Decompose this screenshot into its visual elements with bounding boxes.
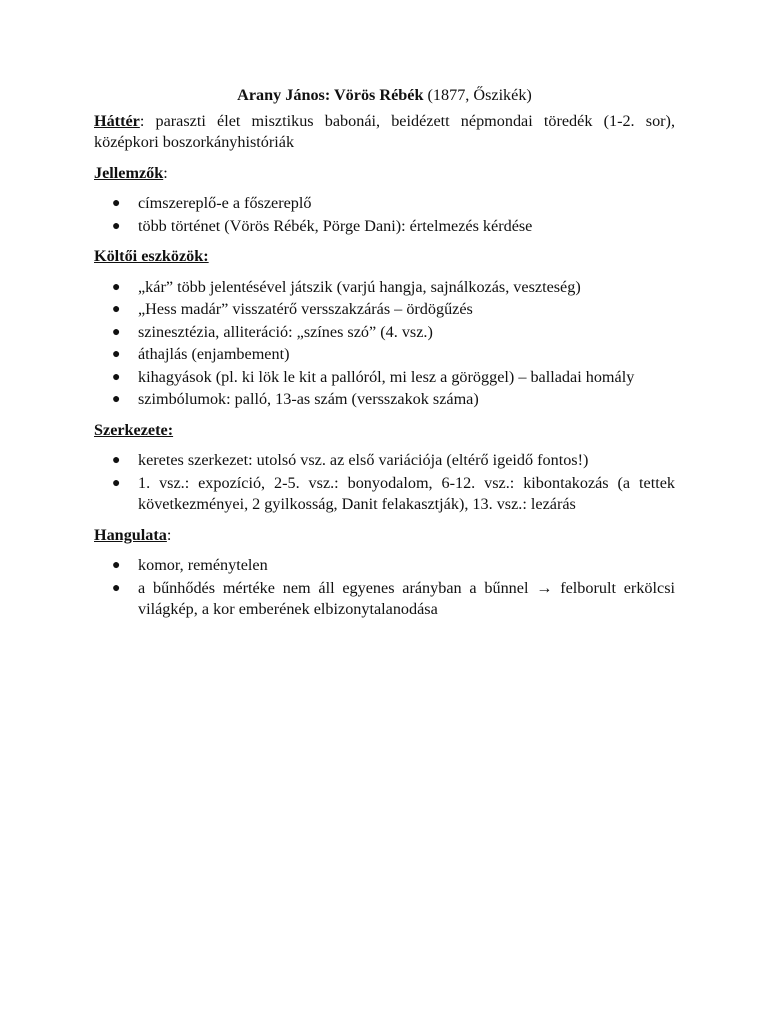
list-item: [94, 450, 675, 472]
hangulata-colon: :: [166, 525, 172, 544]
list-item: [94, 216, 675, 238]
jellemzok-heading: Jellemzők: [94, 163, 164, 182]
bullet-icon: ●: [112, 558, 121, 573]
bullet-icon: ●: [112, 324, 121, 340]
bullet-icon: ●: [112, 347, 121, 362]
list-item: [94, 277, 675, 299]
list-item-text: „Hess madár” visszatérő versszakzárás – ördögűzés: [138, 300, 473, 318]
bullet-icon: ●: [112, 580, 121, 596]
jellemzok-heading-line: [94, 163, 675, 185]
document-content: [94, 85, 675, 630]
bullet-icon: ●: [112, 196, 121, 211]
list-item-text: címszereplő-e a főszereplő: [138, 194, 312, 212]
title-bold: Arany János: Vörös Rébék: [237, 86, 424, 104]
hatter-colon: :: [139, 111, 145, 130]
hangulata-list: [94, 555, 675, 621]
hatter-paragraph: [94, 111, 675, 154]
szerkezete-heading-line: [94, 420, 675, 442]
list-item: [94, 193, 675, 215]
title-rest: (1877, Őszikék): [423, 86, 532, 104]
bullet-icon: ●: [112, 218, 121, 234]
list-item-text: áthajlás (enjambement): [138, 345, 290, 363]
list-item: [94, 299, 675, 321]
bullet-icon: ●: [112, 453, 121, 468]
list-item: [94, 555, 675, 577]
list-item: [94, 322, 675, 344]
list-item: [94, 344, 675, 366]
list-item: [94, 389, 675, 411]
list-item: [94, 367, 675, 389]
list-item-text: komor, reménytelen: [138, 556, 268, 574]
list-item-text: szimbólumok: palló, 13-as szám (versszakok száma): [138, 390, 479, 408]
list-item-text: 1. vsz.: expozíció, 2-5. vsz.: bonyodalom, 6-12. vsz.: kibontakozás (a tettek következményei, 2 gyilkosság, Danit felakasztják), 13. vsz.: lezárás: [138, 473, 675, 513]
list-item-text: kihagyások (pl. ki lök le kit a pallóról, mi lesz a göröggel) – balladai homály: [138, 367, 635, 386]
jellemzok-list: [94, 193, 675, 237]
szerkezete-list: [94, 450, 675, 516]
hangulata-heading-line: [94, 525, 675, 547]
list-item-text: szinesztézia, alliteráció: „színes szó” (4. vsz.): [138, 322, 433, 341]
bullet-icon: ●: [112, 279, 121, 295]
document-title: [94, 85, 675, 107]
jellemzok-colon: :: [163, 163, 168, 182]
koltoi-heading-line: [94, 246, 675, 268]
koltoi-heading: Költői eszközök:: [94, 247, 209, 265]
list-item: [94, 578, 675, 621]
bullet-icon: ●: [112, 475, 121, 491]
list-item-text: „kár” több jelentésével játszik (varjú hangja, sajnálkozás, veszteség): [138, 277, 581, 296]
bullet-icon: ●: [112, 369, 121, 385]
bullet-icon: ●: [112, 302, 121, 317]
list-item-text: a bűnhődés mértéke nem áll egyenes arányban a bűnnel → felborult erkölcsi világkép, a kor emberének elbizonytalanodása: [138, 578, 675, 618]
hatter-text: paraszti élet misztikus babonái, beidézett népmondai töredék (1-2. sor), középkori boszorkányhistóriák: [94, 111, 675, 151]
bullet-icon: ●: [112, 392, 121, 407]
hangulata-heading: Hangulata: [94, 525, 167, 544]
list-item-text: több történet (Vörös Rébék, Pörge Dani): értelmezés kérdése: [138, 216, 533, 235]
koltoi-list: [94, 277, 675, 411]
hatter-heading: Háttér: [94, 111, 140, 130]
list-item-text: keretes szerkezet: utolsó vsz. az első variációja (eltérő igeidő fontos!): [138, 451, 589, 469]
list-item: [94, 473, 675, 516]
szerkezete-heading: Szerkezete:: [94, 420, 174, 439]
